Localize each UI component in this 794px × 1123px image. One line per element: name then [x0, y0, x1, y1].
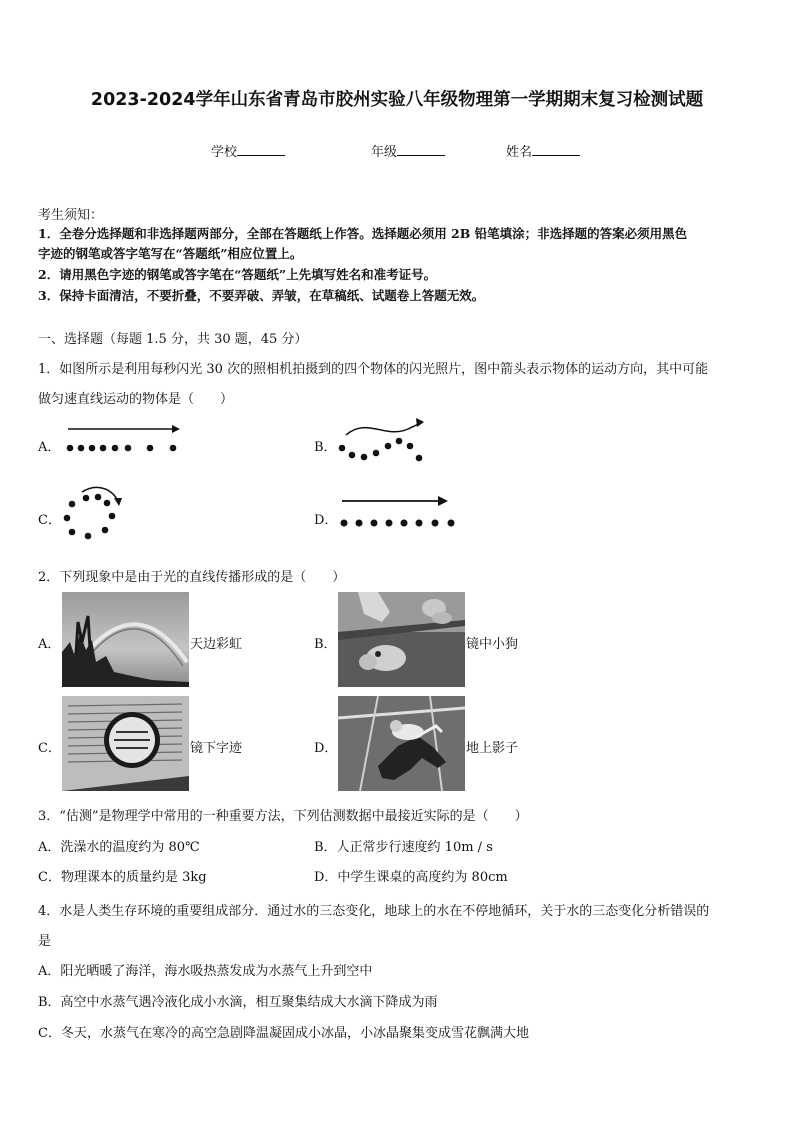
- school-label: 学校: [211, 145, 238, 160]
- q3-stem: 3．“估测”是物理学中常用的一种重要方法，下列估测数据中最接近实际的是（ ）: [38, 809, 528, 824]
- q2-option-d-label: D．: [314, 741, 338, 756]
- school-blank: [237, 142, 285, 156]
- q1-option-d-label: D．: [314, 513, 338, 528]
- q2-option-b-caption: 镜中小狗: [466, 637, 519, 652]
- q2-stem: 2．下列现象中是由于光的直线传播形成的是（ ）: [38, 570, 346, 585]
- q4-stem-line2: 是: [38, 934, 52, 949]
- notice-item1-line2: 字迹的钢笔或答字笔写在“答题纸”相应位置上。: [38, 246, 303, 261]
- q1-option-d-figure: [336, 493, 466, 533]
- notice-item1-line1: 1．全卷分选择题和非选择题两部分，全部在答题纸上作答。选择题必须用 2B 铅笔填涂；非选择题的答案必须用黑色: [38, 226, 688, 241]
- dog-mirror-photo: [338, 592, 465, 687]
- q4-option-b: B．高空中水蒸气遇冷液化成小水滴，相互聚集结成大水滴下降成为雨: [38, 995, 438, 1010]
- q1-option-b-label: B．: [314, 440, 337, 455]
- page-title: 2023-2024学年山东省青岛市胶州实验八年级物理第一学期期末复习检测试题: [90, 90, 704, 110]
- q2-option-d-caption: 地上影子: [466, 741, 519, 756]
- q4-option-c: C．冬天，水蒸气在寒冷的高空急剧降温凝固成小冰晶，小冰晶聚集变成雪花飘满大地: [38, 1026, 529, 1041]
- q2-option-c-caption: 镜下字迹: [190, 741, 243, 756]
- notice-heading: 考生须知：: [38, 208, 104, 223]
- grade-label: 年级: [371, 145, 398, 160]
- grade-blank: [397, 142, 445, 156]
- section-heading: 一、选择题（每题 1.5 分，共 30 题，45 分）: [38, 332, 308, 347]
- notice-item2: 2．请用黑色字迹的钢笔或答字笔在“答题纸”上先填写姓名和准考证号。: [38, 267, 437, 282]
- q1-option-c-figure: [58, 484, 128, 544]
- q1-stem-line1: 1．如图所示是利用每秒闪光 30 次的照相机拍摄到的四个物体的闪光照片，图中箭头表示物体的运动方向，其中可能: [38, 362, 709, 377]
- rainbow-photo: [62, 592, 189, 687]
- q4-option-a: A．阳光晒暖了海洋，海水吸热蒸发成为水蒸气上升到空中: [38, 964, 373, 979]
- q3-option-c: C．物理课本的质量约是 3kg: [38, 870, 207, 885]
- q3-option-b: B．人正常步行速度约 10m / s: [314, 840, 493, 855]
- q1-stem-line2: 做匀速直线运动的物体是（ ）: [38, 392, 234, 407]
- name-label: 姓名: [506, 145, 533, 160]
- school-field: [211, 141, 285, 160]
- q4-stem-line1: 4．水是人类生存环境的重要组成部分．通过水的三态变化，地球上的水在不停地循环，关于水的三态变化分析错误的: [38, 904, 710, 919]
- grade-field: [371, 141, 445, 160]
- q1-option-c-label: C．: [38, 513, 61, 528]
- q3-option-d: D．中学生课桌的高度约为 80cm: [314, 870, 508, 885]
- q1-option-b-figure: [332, 415, 432, 467]
- shadow-photo: [338, 696, 465, 791]
- q2-option-a-caption: 天边彩虹: [190, 637, 243, 652]
- q1-option-a-figure: [62, 420, 187, 460]
- q2-option-c-label: C．: [38, 741, 61, 756]
- name-field: [506, 141, 580, 160]
- q2-option-a-label: A．: [38, 637, 61, 652]
- q1-option-a-label: A．: [38, 440, 61, 455]
- q2-option-b-label: B．: [314, 637, 337, 652]
- magnifier-photo: [62, 696, 189, 791]
- q3-option-a: A．洗澡水的温度约为 80℃: [38, 840, 200, 855]
- notice-item3: 3．保持卡面清洁，不要折叠，不要弄破、弄皱，在草稿纸、试题卷上答题无效。: [38, 288, 485, 303]
- name-blank: [532, 142, 580, 156]
